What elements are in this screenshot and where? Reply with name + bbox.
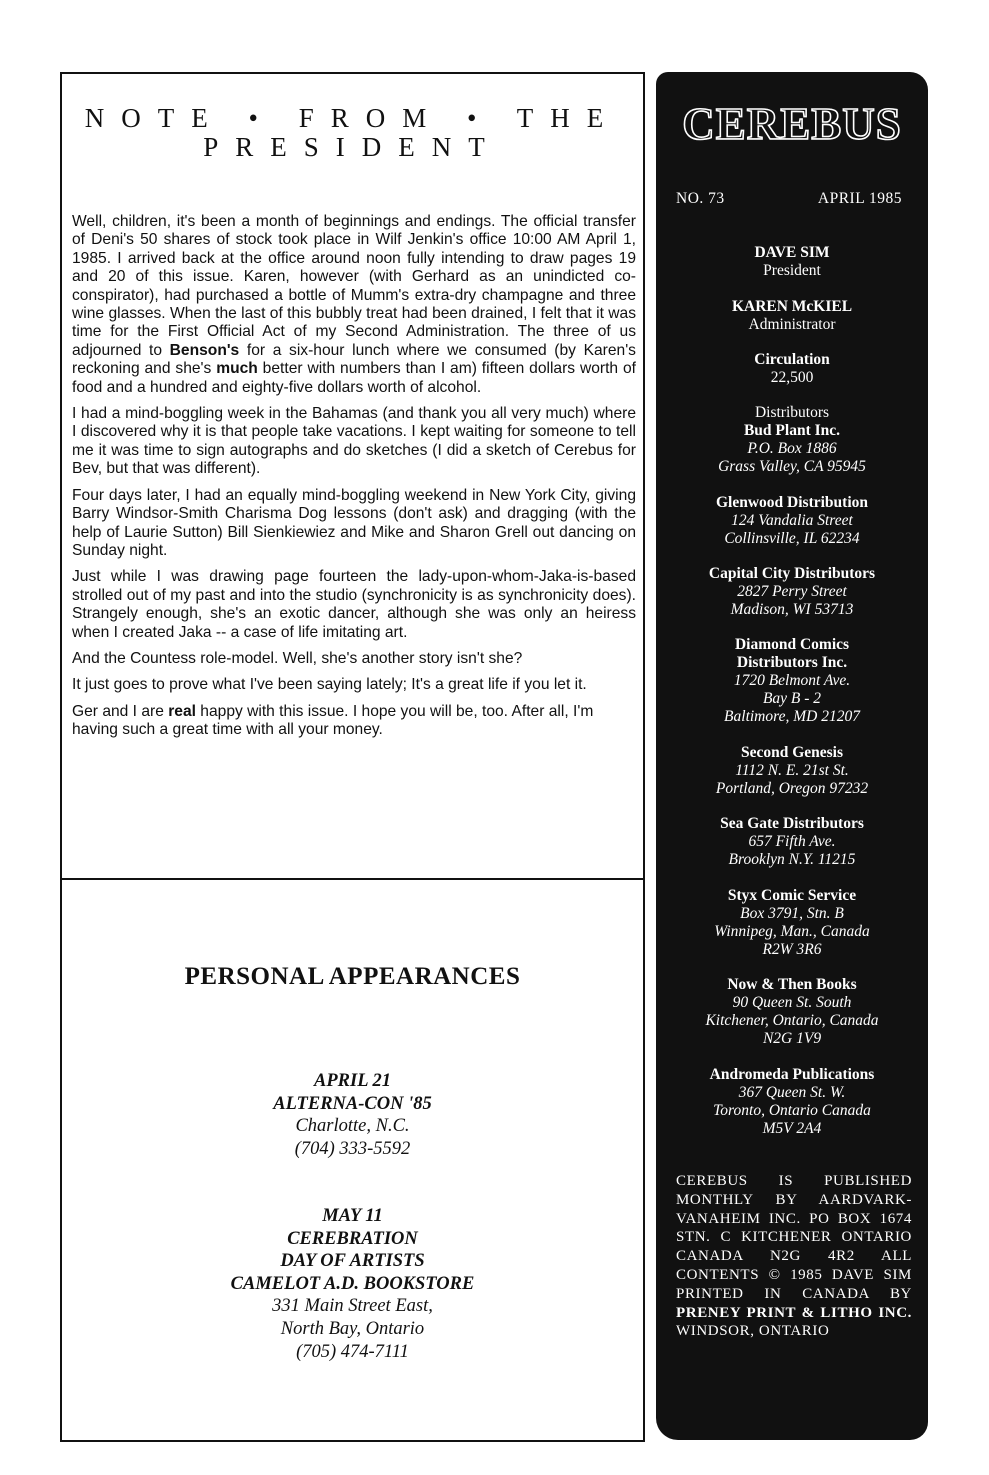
distributor-5	[656, 744, 928, 798]
distributor-8	[656, 976, 928, 1048]
masthead-column	[656, 72, 928, 1440]
issue-date: APRIL 1985	[817, 190, 902, 207]
distributor-city: Toronto, Ontario Canada	[713, 1102, 871, 1119]
distributor-name: Capital City Distributors	[708, 565, 876, 582]
note-title-line1: NOTE • FROM • THE	[84, 103, 621, 133]
distributors-heading: Distributors	[754, 404, 830, 421]
note-text: happy with this issue. I hope you will be, too. After all, I'm having such a great time with all your money.	[72, 702, 594, 739]
event-date: APRIL 21	[314, 1071, 391, 1091]
president-role: President	[763, 262, 821, 279]
distributor-1	[656, 404, 928, 476]
distributor-name-line2: Distributors Inc.	[736, 654, 848, 671]
event-name: CEREBRATION	[287, 1228, 418, 1249]
note-body	[72, 213, 636, 748]
distributor-city: Baltimore, MD 21207	[724, 708, 860, 725]
president-block	[656, 244, 928, 280]
event-1	[62, 1070, 643, 1160]
distributor-city: Madison, WI 53713	[730, 601, 854, 618]
distributor-name: Styx Comic Service	[727, 887, 857, 904]
event-venue: CAMELOT A.D. BOOKSTORE	[230, 1273, 475, 1294]
administrator-name: KAREN McKIEL	[731, 298, 853, 315]
note-paragraph-6: It just goes to prove what I've been saying lately; It's a great life if you let it.	[72, 676, 587, 694]
distributor-city: Kitchener, Ontario, Canada	[705, 1012, 879, 1029]
circulation-label: Circulation	[754, 351, 830, 368]
event-phone: (705) 474-7111	[296, 1341, 409, 1362]
distributor-city: Winnipeg, Man., Canada	[714, 923, 870, 940]
event-date: MAY 11	[322, 1206, 383, 1226]
administrator-role: Administrator	[748, 316, 836, 333]
event-phone: (704) 333-5592	[294, 1138, 411, 1159]
note-paragraph-1	[72, 213, 636, 397]
event-name: DAY OF ARTISTS	[280, 1251, 425, 1272]
distributor-city: Grass Valley, CA 95945	[718, 458, 866, 475]
distributor-address: 657 Fifth Ave.	[748, 833, 836, 850]
publication-text: WINDSOR, ONTARIO	[676, 1323, 830, 1340]
distributor-address: 1720 Belmont Ave.	[733, 672, 851, 689]
distributor-7	[656, 887, 928, 959]
note-text: Ger and I are	[72, 702, 169, 720]
publication-info	[676, 1172, 912, 1341]
circulation-value: 22,500	[770, 369, 814, 386]
printer-name: PRENEY PRINT & LITHO INC.	[676, 1304, 912, 1321]
logo-divider	[678, 156, 906, 158]
distributor-city: Collinsville, IL 62234	[724, 530, 860, 547]
distributor-name: Second Genesis	[740, 744, 844, 761]
distributor-address: 367 Queen St. W.	[738, 1084, 846, 1101]
bold-much: much	[216, 360, 258, 378]
distributor-3	[656, 565, 928, 619]
distributor-name: Diamond Comics	[734, 636, 850, 653]
distributor-postal: R2W 3R6	[762, 941, 822, 958]
distributor-name: Sea Gate Distributors	[720, 815, 864, 832]
distributor-2	[656, 494, 928, 548]
event-address: 331 Main Street East,	[272, 1296, 433, 1317]
distributor-suite: Bay B - 2	[762, 690, 822, 707]
event-2	[62, 1205, 643, 1363]
distributor-address: 2827 Perry Street	[737, 583, 847, 600]
bold-bensons: Benson's	[169, 341, 240, 359]
distributor-name: Bud Plant Inc.	[743, 422, 841, 439]
distributor-postal: N2G 1V9	[762, 1030, 822, 1047]
event-city: North Bay, Ontario	[280, 1318, 425, 1339]
issue-number: NO. 73	[676, 190, 725, 207]
event-name: ALTERNA-CON '85	[273, 1093, 432, 1114]
distributor-city: Brooklyn N.Y. 11215	[728, 851, 856, 868]
distributor-9	[656, 1066, 928, 1138]
note-from-president-box	[60, 72, 645, 880]
note-paragraph-5: And the Countess role-model. Well, she's another story isn't she?	[72, 649, 523, 667]
circulation-block	[656, 351, 928, 387]
distributor-name: Now & Then Books	[727, 976, 857, 993]
note-text: for a six-hour lunch where we consumed (by Karen's reckoning and she's	[72, 341, 636, 378]
administrator-block	[656, 298, 928, 334]
note-text: better with numbers than I am) fifteen dollars worth of food and a hundred and eighty-five dollars worth of alcohol.	[72, 360, 636, 396]
publication-text: CEREBUS IS PUBLISHED MONTHLY BY AARDVARK-VANAHEIM INC. PO BOX 1674 STN. C KITCHENER ONTARIO CANADA N2G 4R2 ALL CONTENTS © 1985 DAVE SIM PRINTED IN CANADA BY	[676, 1173, 912, 1302]
note-paragraph-3: Four days later, I had an equally mind-boggling weekend in New York City, giving Barry Windsor-Smith Charisma Dog lessons (don't ask) and dragging (with the help of Laurie Sutton) Bill Sienkiewiez and Mike and Sharon Grell out dancing on Sunday night.	[72, 486, 636, 559]
note-text: Well, children, it's been a month of beginnings and endings. The official transfer of Deni's 50 shares of stock took place in Wilf Jenkin's office 10:00 AM April 1, 1985. I arrived back at the office around noon fully intending to draw pages 19 and 20 of this issue. Karen, however (with Gerhard as an unindicted co-conspirator), had purchased a bottle of Mumm's extra-dry champagne and three wine glasses. When the last of this bubbly treat had been drained, I felt that it was time for the First Official Act of my Second Administration. The three of us adjourned to	[72, 213, 636, 359]
note-title-line2: PRESIDENT	[203, 132, 502, 162]
note-title	[62, 104, 643, 162]
distributor-name: Glenwood Distribution	[715, 494, 868, 511]
distributor-4	[656, 636, 928, 726]
event-city: Charlotte, N.C.	[295, 1116, 410, 1137]
distributor-address: P.O. Box 1886	[747, 440, 837, 457]
personal-appearances-box	[60, 880, 645, 1442]
distributor-6	[656, 815, 928, 869]
cerebus-logo: CEREBUS	[682, 99, 902, 149]
note-paragraph-7	[72, 703, 636, 740]
distributor-city: Portland, Oregon 97232	[715, 780, 869, 797]
note-paragraph-2: I had a mind-boggling week in the Bahamas (and thank you all very much) where I discovered why it is that people take vacations. I kept waiting for someone to tell me it was time to sign autographs and do sketches (I did a sketch of Cerebus for Bev, but that was different).	[72, 405, 636, 478]
distributor-address: Box 3791, Stn. B	[740, 905, 844, 922]
president-name: DAVE SIM	[754, 244, 830, 261]
distributor-address: 90 Queen St. South	[732, 994, 852, 1011]
note-paragraph-4: Just while I was drawing page fourteen the lady-upon-whom-Jaka-is-based strolled out of my past and into the studio (synchronicity is as synchronicity does). Strangely enough, she's an exotic dancer, although she was only an heiress when I created Jaka -- a case of life imitating art.	[72, 568, 636, 641]
appearances-title: PERSONAL APPEARANCES	[184, 963, 521, 990]
bold-real: real	[168, 702, 196, 720]
distributor-name: Andromeda Publications	[709, 1066, 875, 1083]
issue-line	[676, 190, 902, 208]
distributor-address: 1112 N. E. 21st St.	[735, 762, 849, 779]
distributor-address: 124 Vandalia Street	[731, 512, 853, 529]
distributor-postal: M5V 2A4	[762, 1120, 822, 1137]
